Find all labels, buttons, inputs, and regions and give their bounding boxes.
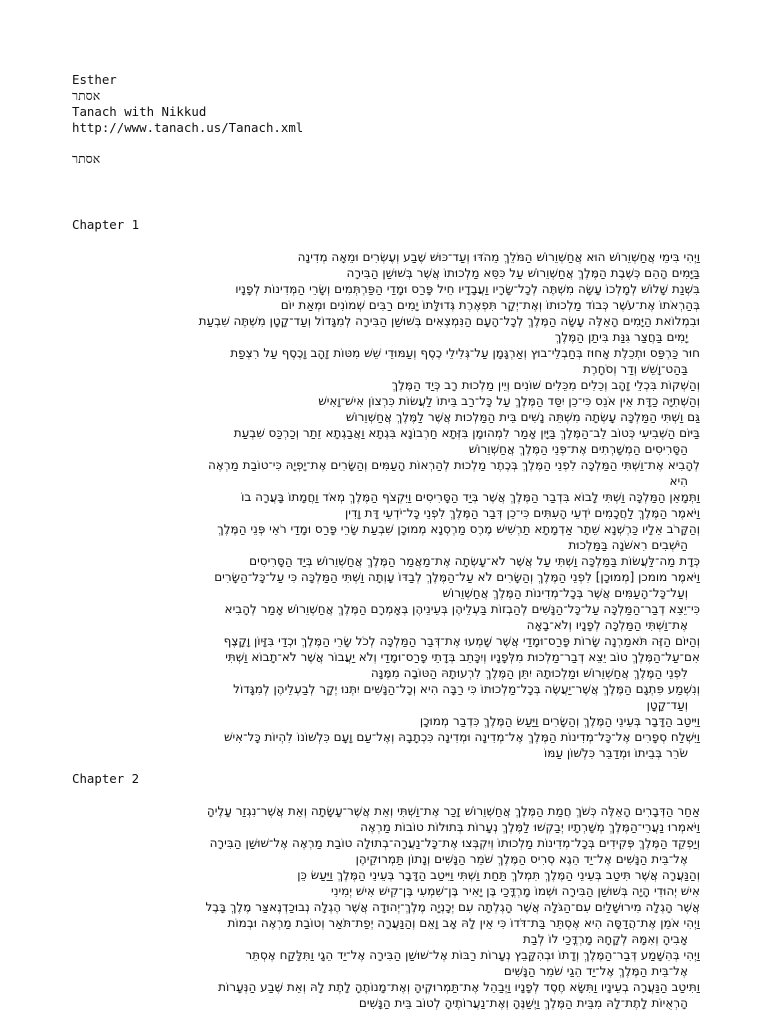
verse-line: וַיְהִי בְּהִשָּׁמַע דְּבַר־הַמֶּלֶךְ וְדָתוֹ וּבְהִקָּבֵץ נְעָרוֹת רַבּוֹת אֶל־שׁוּשַׁן הַבִּירָה אֶל־יַד הֵגָי וַתִּלָּקַח אֶסְתֵּר xyxy=(245,948,700,962)
verse xyxy=(72,633,700,649)
verse xyxy=(72,265,700,281)
verse-line: בִּשְׁנַת שָׁלוֹשׁ לְמָלְכוֹ עָשָׂה מִשְׁתֶּה לְכָל־שָׂרָיו וַעֲבָדָיו חֵיל פָּרַס וּמָדַי הַפַּרְתְּמִים וְשָׂרֵי הַמְּדִינוֹת לְפָנָיו xyxy=(235,282,700,296)
verse-continuation: יָמִים בַּחֲצַר גִּנַּת בִּיתַן הַמֶּלֶךְ xyxy=(554,330,688,344)
verse-line: גַּם וַשְׁתִּי הַמַּלְכָּה עָשְׂתָה מִשְׁתֵּה נָשִׁים בֵּית הַמַּלְכוּת אֲשֶׁר לַמֶּלֶךְ אֲחַשְׁוֵרוֹשׁ xyxy=(345,410,700,424)
verse-continuation: הַיֹּשְׁבִים רִאשֹׁנָה בַּמַּלְכוּת xyxy=(568,538,688,552)
verse xyxy=(72,313,700,345)
verse-line: וַיִּשְׁלַח סְפָרִים אֶל־כָּל־מְדִינוֹת הַמֶּלֶךְ אֶל־מְדִינָה וּמְדִינָה כִּכְתָבָהּ וְאֶל־עַם וָעָם כִּלְשׁוֹנוֹ לִהְיוֹת כָּל־אִישׁ xyxy=(223,730,700,744)
verse xyxy=(72,867,700,883)
verse-line: וְהַיּוֹם הַזֶּה תֹּאמַרְנָה שָׂרוֹת פָּרַס־וּמָדַי אֲשֶׁר שָׁמְעוּ אֶת־דְּבַר הַמַּלְכָּה לְכֹל שָׂרֵי הַמֶּלֶךְ וּכְדַי בִּזָּיוֹן וָקָצֶף xyxy=(223,634,700,648)
verse xyxy=(72,297,700,313)
verse-line: וַיְהִי אֹמֵן אֶת־הֲדַסָּה הִיא אֶסְתֵּר בַּת־דֹּדוֹ כִּי אֵין לָהּ אָב וָאֵם וְהַנַּעֲרָה יְפַת־תֹּאַר וְטוֹבַת מַרְאֶה וּבְמוֹת xyxy=(227,916,700,930)
verse xyxy=(72,249,700,265)
verse-continuation: בַּהַט־וָשֵׁשׁ וְדַר וְסֹחָרֶת xyxy=(583,362,688,376)
verse xyxy=(72,729,700,761)
verse-line: וְיַפְקֵד הַמֶּלֶךְ פְּקִידִים בְּכָל־מְדִינוֹת מַלְכוּתוֹ וְיִקְבְּצוּ אֶת־כָּל־נַעֲרָה־בְתוּלָה טוֹבַת מַרְאֶה אֶל־שׁוּשַׁן הַבִּירָה xyxy=(209,836,700,850)
verse-line: וַיֹּאמֶר הַמֶּלֶךְ לַחֲכָמִים יֹדְעֵי הָעִתִּים כִּי־כֵן דְּבַר הַמֶּלֶךְ לִפְנֵי כָּל־יֹדְעֵי דָּת וָדִין xyxy=(344,506,700,520)
verse xyxy=(72,505,700,521)
verse-line: בַּיּוֹם הַשְּׁבִיעִי כְּטוֹב לֵב־הַמֶּלֶךְ בַּיָּיִן אָמַר לִמְהוּמָן בִּזְּתָא חַרְבוֹנָא בִּגְתָא וַאֲבַגְתָא זֵתַר וְכַרְכַּס שִׁבְעַת xyxy=(233,426,700,440)
verse-continuation: הָרְאֻיוֹת לָתֶת־לָהּ מִבֵּית הַמֶּלֶךְ וַיְשַׁנֶּהָ וְאֶת־נַעֲרוֹתֶיהָ לְטוֹב בֵּית הַנָּשִׁים xyxy=(358,996,688,1010)
verse-continuation: אֶל־בֵּית הַמֶּלֶךְ אֶל־יַד הֵגַי שֹׁמֵר הַנָּשִׁים xyxy=(503,964,688,978)
chapters xyxy=(72,217,704,1011)
verse xyxy=(72,377,700,393)
verse xyxy=(72,569,700,601)
edition-subtitle: Tanach with Nikkud xyxy=(72,104,207,119)
verse xyxy=(72,489,700,505)
verse-line: לְהָבִיא אֶת־וַשְׁתִּי הַמַּלְכָּה לִפְנֵי הַמֶּלֶךְ בְּכֶתֶר מַלְכוּת לְהַרְאוֹת הָעַמִּים וְהַשָּׂרִים אֶת־יָפְיָהּ כִּי־טוֹבַת מַרְאֶה xyxy=(208,458,700,472)
verse xyxy=(72,601,700,633)
verse xyxy=(72,281,700,297)
verse-line: אִם־עַל־הַמֶּלֶךְ טוֹב יֵצֵא דְבַר־מַלְכוּת מִלְּפָנָיו וְיִכָּתֵב בְּדָתֵי פָרַס־וּמָדַי וְלֹא יַעֲבוֹר אֲשֶׁר לֹא־תָבוֹא וַשְׁתִּי xyxy=(225,650,700,664)
source-url: http://www.tanach.us/Tanach.xml xyxy=(72,120,304,135)
verse xyxy=(72,883,700,899)
verse xyxy=(72,393,700,409)
verse-line: וְהַשְּׁתִיָּה כַדָּת אֵין אֹנֵס כִּי־כֵן יִסַּד הַמֶּלֶךְ עַל כָּל־רַב בֵּיתוֹ לַעֲשׂוֹת כִּרְצוֹן אִישׁ־וָאִישׁ xyxy=(318,394,700,408)
verse-line: וְנִשְׁמַע פִּתְגָם הַמֶּלֶךְ אֲשֶׁר־יַעֲשֶׂה בְּכָל־מַלְכוּתוֹ כִּי רַבָּה הִיא וְכָל־הַנָּשִׁים יִתְּנוּ יְקָר לְבַעְלֵיהֶן לְמִגָּדוֹל xyxy=(233,682,700,696)
verse-line: כִּי־יֵצֵא דְבַר־הַמַּלְכָּה עַל־כָּל־הַנָּשִׁים לְהַבְזוֹת בַּעְלֵיהֶן בְּעֵינֵיהֶן בְּאָמְרָם הַמֶּלֶךְ אֲחַשְׁוֵרוֹשׁ אָמַר לְהָבִיא xyxy=(224,602,700,616)
verse xyxy=(72,819,700,835)
verse-continuation: אֶל־בֵּית הַנָּשִׁים אֶל־יַד הֵגֶא סְרִיס הַמֶּלֶךְ שֹׁמֵר הַנָּשִׁים וְנָתוֹן תַּמְרוּקֵיהֶן xyxy=(355,852,688,866)
verse-line: חוּר כַּרְפַּס וּתְכֵלֶת אָחוּז בְּחַבְלֵי־בוּץ וְאַרְגָּמָן עַל־גְּלִילֵי כֶסֶף וְעַמּוּדֵי שֵׁשׁ מִטּוֹת זָהָב וָכֶסֶף עַל רִצְפַת xyxy=(230,346,700,360)
chapter-heading: Chapter 2 xyxy=(72,771,140,786)
verse xyxy=(72,649,700,681)
verse xyxy=(72,803,700,819)
verse xyxy=(72,947,700,979)
verse-continuation: הִיא xyxy=(669,474,688,488)
verse xyxy=(72,979,700,1011)
verse-continuation: אָבִיהָ וְאִמָּהּ לְקָחָהּ מָרְדֳּכַי לוֹ לְבַת xyxy=(522,932,688,946)
verse-line: וְהַקָּרֹב אֵלָיו כַּרְשְׁנָא שֵׁתָר אַדְמָתָא תַרְשִׁישׁ מֶרֶס מַרְסְנָא מְמוּכָן שִׁבְעַת שָׂרֵי פָּרַס וּמָדַי רֹאֵי פְּנֵי הַמֶּלֶךְ xyxy=(217,522,700,536)
verse-continuation: אֶת־וַשְׁתִּי הַמַּלְכָּה לְפָנָיו וְלֹא־בָאָה xyxy=(526,618,688,632)
verse-continuation: שֹׂרֵר בְּבֵיתוֹ וּמְדַבֵּר כִּלְשׁוֹן עַמּוֹ xyxy=(544,746,688,760)
verse-line: בַּיָּמִים הָהֵם כְּשֶׁבֶת הַמֶּלֶךְ אֲחַשְׁוֵרוֹשׁ עַל כִּסֵּא מַלְכוּתוֹ אֲשֶׁר בְּשׁוּשַׁן הַבִּירָה xyxy=(346,266,700,280)
verse-line: וַיִּיטַב הַדָּבָר בְּעֵינֵי הַמֶּלֶךְ וְהַשָּׂרִים וַיַּעַשׂ הַמֶּלֶךְ כִּדְבַר מְמוּכָן xyxy=(419,714,700,728)
verse xyxy=(72,899,700,915)
verse-line: וַיְהִי בִּימֵי אֲחַשְׁוֵרוֹשׁ הוּא אֲחַשְׁוֵרוֹשׁ הַמֹּלֵךְ מֵהֹדּוּ וְעַד־כּוּשׁ שֶׁבַע וְעֶשְׂרִים וּמֵאָה מְדִינָה xyxy=(297,250,700,264)
verse-line: וּבִמְלוֹאת הַיָּמִים הָאֵלֶּה עָשָׂה הַמֶּלֶךְ לְכָל־הָעָם הַנִּמְצְאִים בְּשׁוּשַׁן הַבִּירָה לְמִגָּדוֹל וְעַד־קָטָן מִשְׁתֶּה שִׁבְעַת xyxy=(198,314,700,328)
verse xyxy=(72,521,700,553)
verse-continuation: לִפְנֵי הַמֶּלֶךְ אֲחַשְׁוֵרוֹשׁ וּמַלְכוּתָהּ יִתֵּן הַמֶּלֶךְ לִרְעוּתָהּ הַטּוֹבָה מִמֶּנָּה xyxy=(370,666,688,680)
book-heading xyxy=(72,151,704,167)
chapter-heading: Chapter 1 xyxy=(72,217,140,232)
verse xyxy=(72,713,700,729)
verse-line: כְּדָת מַה־לַּעֲשׂוֹת בַּמַּלְכָּה וַשְׁתִּי עַל אֲשֶׁר לֹא־עָשְׂתָה אֶת־מַאֲמַר הַמֶּלֶךְ אֲחַשְׁוֵרוֹשׁ בְּיַד הַסָּרִיסִים xyxy=(249,554,700,568)
verse xyxy=(72,681,700,713)
book-title-hebrew: אסתר xyxy=(72,88,101,103)
verse-line: וְהַנַּעֲרָה אֲשֶׁר תִּיטַב בְּעֵינֵי הַמֶּלֶךְ תִּמְלֹךְ תַּחַת וַשְׁתִּי וַיִּיטַב הַדָּבָר בְּעֵינֵי הַמֶּלֶךְ וַיַּעַשׂ כֵּן xyxy=(297,868,700,882)
document-header xyxy=(72,72,704,136)
book-title: Esther xyxy=(72,72,117,87)
verse-continuation: וְעַל־כָּל־הָעַמִּים אֲשֶׁר בְּכָל־מְדִינוֹת הַמֶּלֶךְ אֲחַשְׁוֵרוֹשׁ xyxy=(442,586,688,600)
verse-line: אִישׁ יְהוּדִי הָיָה בְּשׁוּשַׁן הַבִּירָה וּשְׁמוֹ מָרְדֳּכַי בֶּן יָאִיר בֶּן־שִׁמְעִי בֶּן־קִישׁ אִישׁ יְמִינִי xyxy=(331,884,700,898)
verse xyxy=(72,835,700,867)
verse-continuation: וְעַד־קָטָן xyxy=(646,698,688,712)
verse xyxy=(72,409,700,425)
verse-continuation: הַסָּרִיסִים הַמְשָׁרְתִים אֶת־פְּנֵי הַמֶּלֶךְ אֲחַשְׁוֵרוֹשׁ xyxy=(468,442,688,456)
verse-line: וְהַשְׁקוֹת בִּכְלֵי זָהָב וְכֵלִים מִכֵּלִים שׁוֹנִים וְיֵין מַלְכוּת רָב כְּיַד הַמֶּלֶךְ xyxy=(391,378,700,392)
verse xyxy=(72,553,700,569)
verse xyxy=(72,457,700,489)
verse-line: וַתִּיטַב הַנַּעֲרָה בְעֵינָיו וַתִּשָּׂא חֶסֶד לְפָנָיו וַיְבַהֵל אֶת־תַּמְרוּקֶיהָ וְאֶת־מָנוֹתֶהָ לָתֶת לָהּ וְאֵת שֶׁבַע הַנְּעָרוֹת xyxy=(218,980,700,994)
verse xyxy=(72,345,700,377)
verse-line: אֲשֶׁר הָגְלָה מִירוּשָׁלַיִם עִם־הַגֹּלָה אֲשֶׁר הָגְלְתָה עִם יְכָנְיָה מֶלֶךְ־יְהוּדָה אֲשֶׁר הֶגְלָה נְבוּכַדְנֶאצַּר מֶלֶךְ בָּבֶל xyxy=(205,900,700,914)
verse-line: וַתְּמָאֵן הַמַּלְכָּה וַשְׁתִּי לָבוֹא בִּדְבַר הַמֶּלֶךְ אֲשֶׁר בְּיַד הַסָּרִיסִים וַיִּקְצֹף הַמֶּלֶךְ מְאֹד וַחֲמָתוֹ בָּעֲרָה בוֹ xyxy=(241,490,700,504)
verse-line: אַחַר הַדְּבָרִים הָאֵלֶּה כְּשֹׁךְ חֲמַת הַמֶּלֶךְ אֲחַשְׁוֵרוֹשׁ זָכַר אֶת־וַשְׁתִּי וְאֵת אֲשֶׁר־עָשָׂתָה וְאֵת אֲשֶׁר־נִגְזַר עָלֶיהָ xyxy=(206,804,700,818)
verse-line: בְּהַרְאֹתוֹ אֶת־עֹשֶׁר כְּבוֹד מַלְכוּתוֹ וְאֶת־יְקָר תִּפְאֶרֶת גְּדוּלָּתוֹ יָמִים רַבִּים שְׁמוֹנִים וּמְאַת יוֹם xyxy=(280,298,700,312)
verse-line: וַיֹּאמֶר מומכן [מְמוּכָן] לִפְנֵי הַמֶּלֶךְ וְהַשָּׂרִים לֹא עַל־הַמֶּלֶךְ לְבַדּוֹ עָוְתָה וַשְׁתִּי הַמַּלְכָּה כִּי עַל־כָּל־הַשָּׂרִים xyxy=(214,570,700,584)
verse xyxy=(72,915,700,947)
verse-line: וַיֹּאמְרוּ נַעֲרֵי־הַמֶּלֶךְ מְשָׁרְתָיו יְבַקְשׁוּ לַמֶּלֶךְ נְעָרוֹת בְּתוּלוֹת טוֹבוֹת מַרְאֶה xyxy=(360,820,700,834)
verse xyxy=(72,425,700,457)
book-heading-text: אסתר xyxy=(72,151,101,166)
